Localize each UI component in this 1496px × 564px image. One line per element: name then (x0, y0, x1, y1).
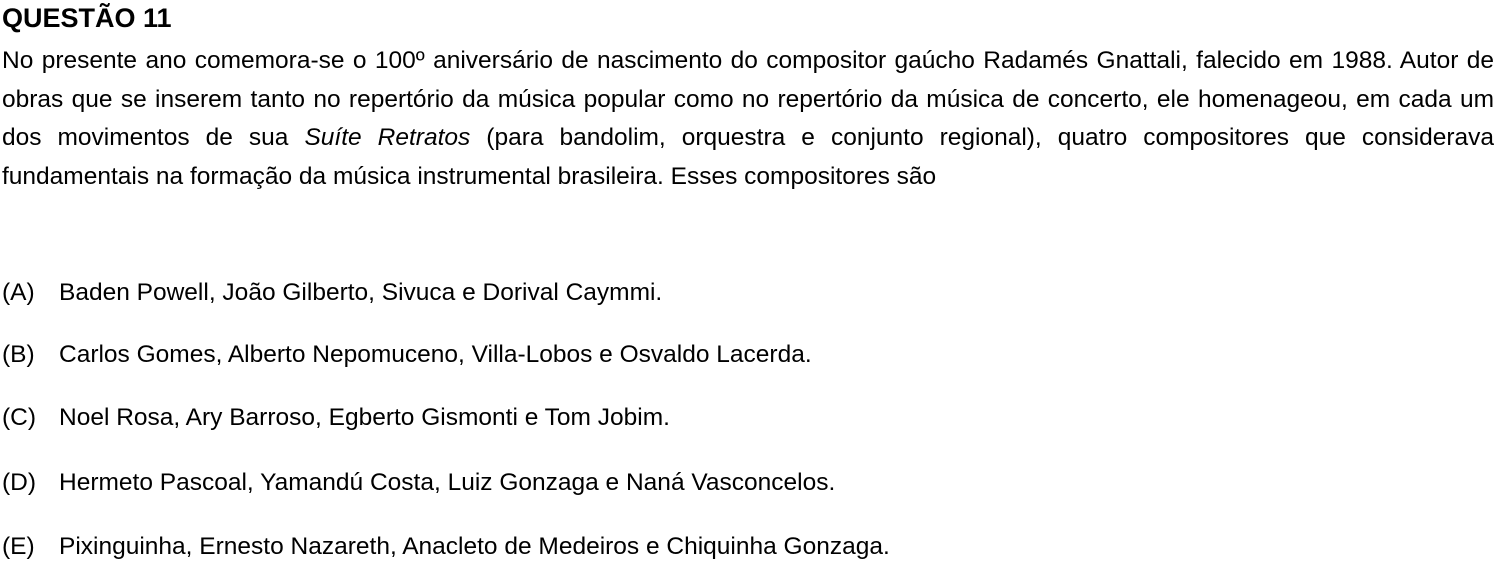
option-b[interactable] (2, 340, 812, 370)
option-b-letter: (B) (2, 341, 35, 368)
option-c-letter: (C) (2, 404, 37, 431)
option-d-text: Hermeto Pascoal, Yamandú Costa, Luiz Gonzaga e Naná Vasconcelos. (59, 469, 836, 496)
stem-text-part1: No presente ano comemora-se o 100º aniversário de nascimento do compositor gaúcho Radamés Gnattali, falecido em 1988. Autor de obras que se inserem tanto no repertório da música popular como no repertório da música de concerto, ele homenageou, em cada um dos movimentos de sua (2, 47, 1494, 152)
option-c-text: Noel Rosa, Ary Barroso, Egberto Gismonti e Tom Jobim. (59, 404, 670, 431)
option-b-text: Carlos Gomes, Alberto Nepomuceno, Villa-Lobos e Osvaldo Lacerda. (59, 341, 812, 368)
stem-work-title: Suíte Retratos (304, 124, 471, 152)
option-d[interactable] (2, 468, 835, 498)
question-stem (2, 42, 1494, 196)
question-title: QUESTÃO 11 (2, 3, 172, 33)
stem-text-part2: (para bandolim, orquestra e conjunto regional), quatro compositores que considerava fundamentais na formação da música instrumental brasileira. Esses compositores são (2, 124, 1494, 190)
option-a-text: Baden Powell, João Gilberto, Sivuca e Dorival Caymmi. (59, 279, 663, 306)
option-e-text: Pixinguinha, Ernesto Nazareth, Anacleto de Medeiros e Chiquinha Gonzaga. (59, 533, 890, 560)
option-e[interactable] (2, 532, 890, 562)
option-c[interactable] (2, 403, 670, 433)
option-a[interactable] (2, 278, 662, 308)
option-a-letter: (A) (2, 279, 35, 306)
option-d-letter: (D) (2, 469, 37, 496)
option-e-letter: (E) (2, 533, 35, 560)
